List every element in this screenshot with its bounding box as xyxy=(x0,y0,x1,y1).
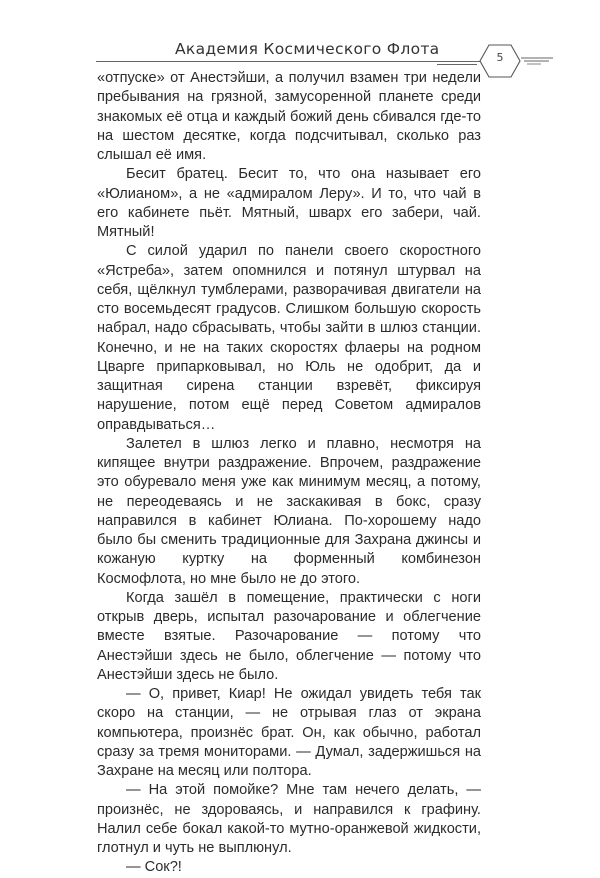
page-number: 5 xyxy=(496,51,504,64)
running-header-title: Академия Космического Флота xyxy=(175,40,440,58)
chapter-body-text xyxy=(97,69,481,878)
paragraph: Залетел в шлюз легко и плавно, несмотря на кипящее внутри раздражение. Впрочем, раздражение это обуревало меня уже как минимум месяц, а потому, не переодеваясь и не заскакивая в бокс, сразу направился в кабинет Юлиана. По-хорошему надо было бы сменить традиционные для Захрана джинсы и кожаную куртку на форменный комбинезон Космофлота, но мне было не до этого. xyxy=(97,435,481,587)
header-rule xyxy=(96,61,480,62)
paragraph: Когда зашёл в помещение, практически с ноги открыв дверь, испытал разочарование и облегчение вместе взятые. Разочарование — потому что Анестэйши здесь не было, облегчение — потому что Анестэйши здесь не было. xyxy=(97,589,481,683)
paragraph: С силой ударил по панели своего скоростного «Ястреба», затем опомнился и потянул штурвал на себя, щёлкнул тумблерами, разворачивая двигатели на сто восемьдесят градусов. Слишком большую скорость набрал, надо сбрасывать, чтобы зайти в шлюз станции. Конечно, и не на таких скоростях флаеры на родном Цварге припарковывал, но Юль не одобрит, да и защитная сирена станции взревёт, фиксируя нарушение, потом ещё перед Советом адмиралов оправдываться… xyxy=(97,243,481,433)
paragraph-continuation: «отпуске» от Анестэйши, а получил взамен три недели пребывания на грязной, замусоренной планете среди знакомых её отца и каждый божий день сбивался где-то на шестом десятке, когда подсчитывал, сколько раз слышал её имя. xyxy=(97,70,481,163)
dialog-line: — О, привет, Киар! Не ожидал увидеть тебя так скоро на станции, — не отрывая глаз от экрана компьютера, произнёс брат. Он, как обычно, работал сразу за тремя мониторами. — Думал, задержишься на Захране на месяц или полтора. xyxy=(97,686,481,779)
paragraph: Бесит братец. Бесит то, что она называет его «Юлианом», а не «адмиралом Леру». И то, что чай в его кабинете пьёт. Мятный, шварх его забери, чай. Мятный! xyxy=(97,166,481,240)
dialog-line: — На этой помойке? Мне там нечего делать, — произнёс, не здороваясь, и направился к графину. Налил себе бокал какой-то мутно-оранжевой жидкости, глотнул и чуть не выплюнул. xyxy=(97,782,481,856)
header-rule-accent xyxy=(437,64,477,65)
dialog-line: — Сок?! xyxy=(126,859,182,876)
